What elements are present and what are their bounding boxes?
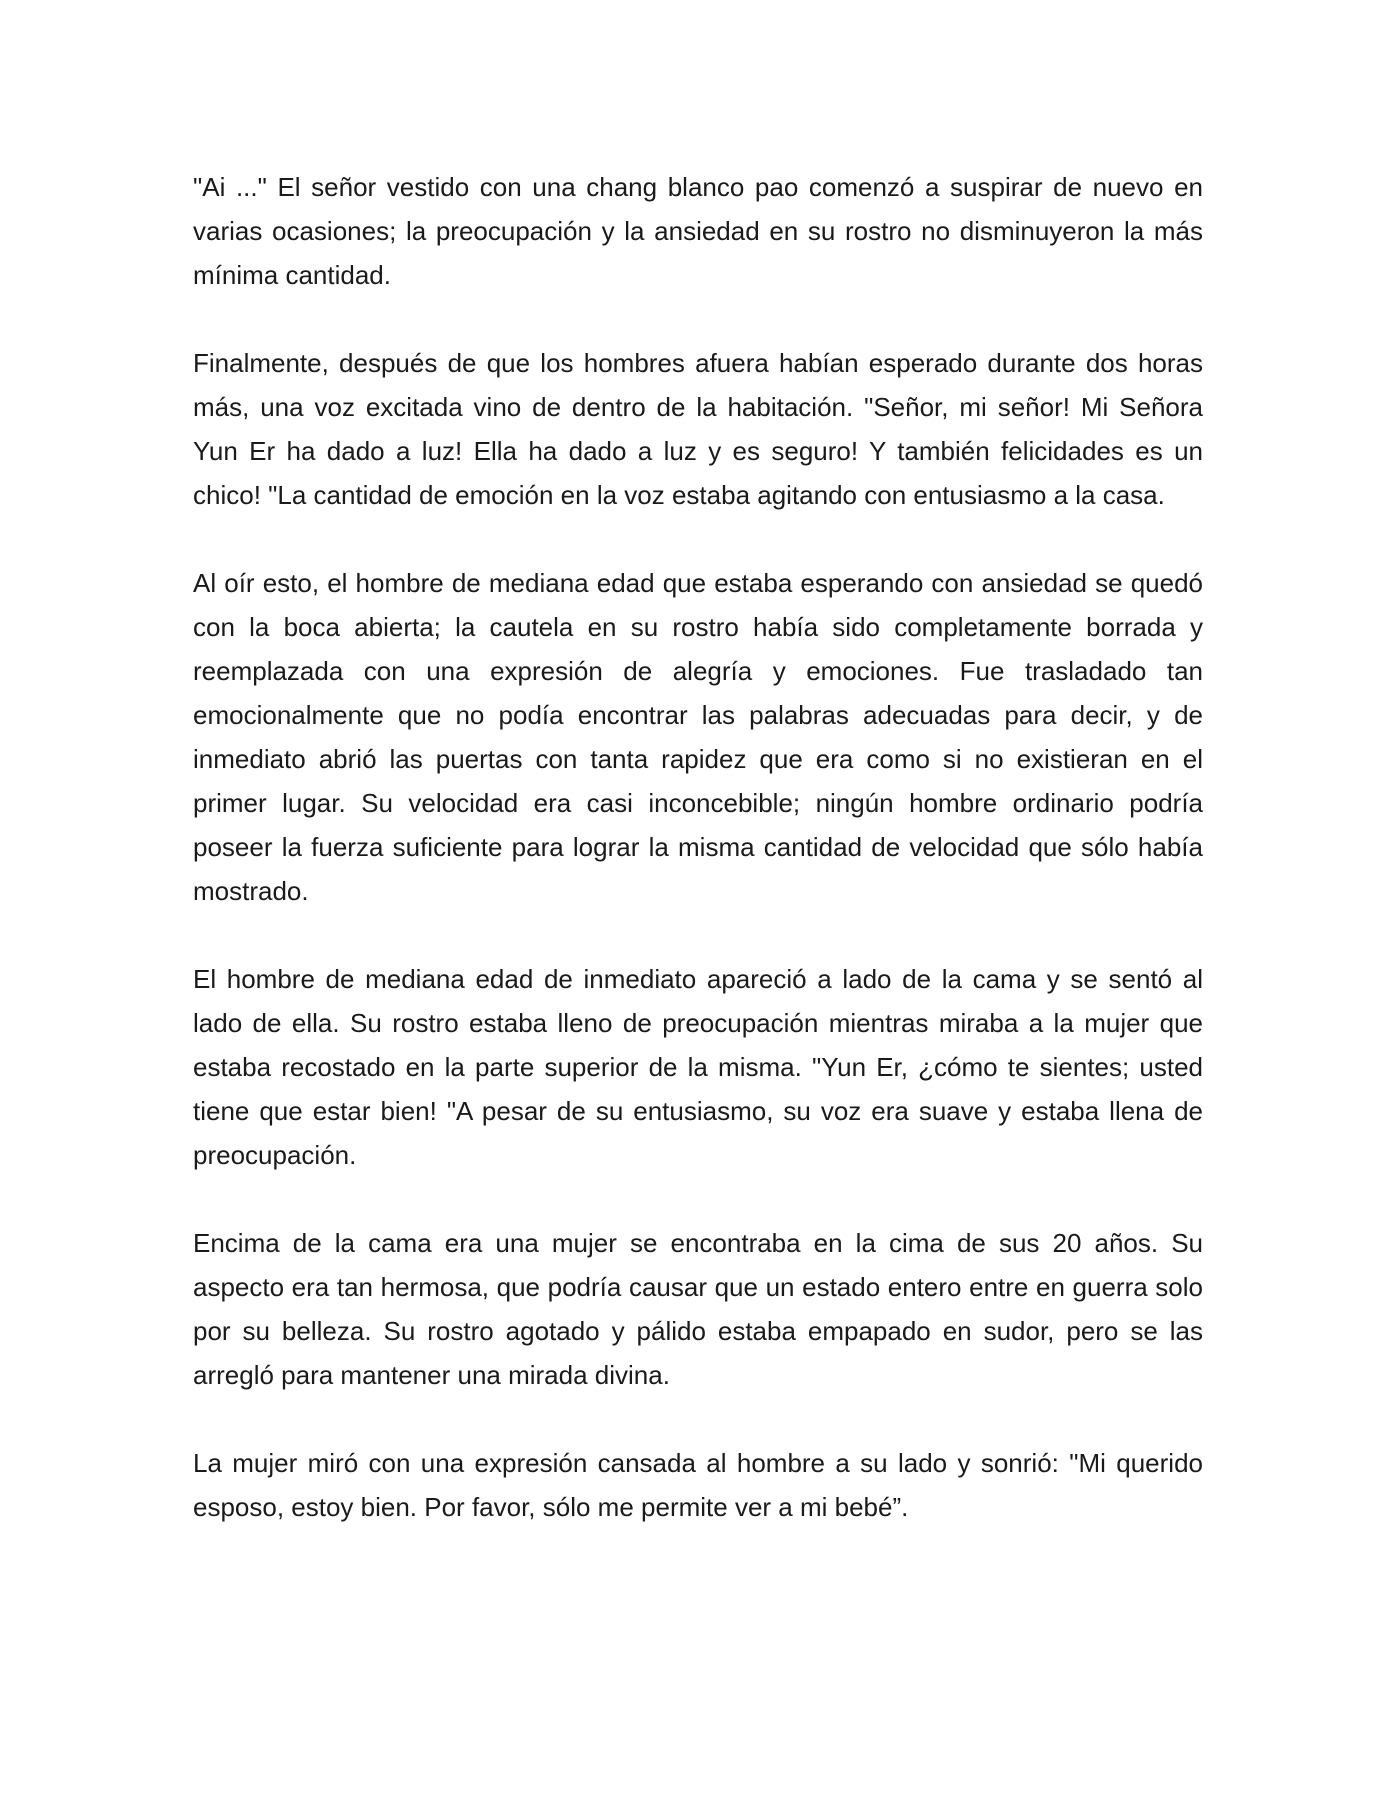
paragraph-6: La mujer miró con una expresión cansada al hombre a su lado y sonrió: "Mi querido esposo, estoy bien. Por favor, sólo me permite ver a mi bebé”. xyxy=(193,1448,1203,1522)
paragraph-3: Al oír esto, el hombre de mediana edad que estaba esperando con ansiedad se quedó con la boca abierta; la cautela en su rostro había sido completamente borrada y reemplazada con una expresión de alegría y emociones. Fue trasladado tan emocionalmente que no podía encontrar las palabras adecuadas para decir, y de inmediato abrió las puertas con tanta rapidez que era como si no existieran en el primer lugar. Su velocidad era casi inconcebible; ningún hombre ordinario podría poseer la fuerza suficiente para lograr la misma cantidad de velocidad que sólo había mostrado. xyxy=(193,568,1203,906)
paragraph-1: "Ai ..." El señor vestido con una chang blanco pao comenzó a suspirar de nuevo en varias ocasiones; la preocupación y la ansiedad en su rostro no disminuyeron la más mínima cantidad. xyxy=(193,172,1203,290)
document-body xyxy=(193,165,1203,1529)
paragraph-2: Finalmente, después de que los hombres afuera habían esperado durante dos horas más, una voz excitada vino de dentro de la habitación. "Señor, mi señor! Mi Señora Yun Er ha dado a luz! Ella ha dado a luz y es seguro! Y también felicidades es un chico! "La cantidad de emoción en la voz estaba agitando con entusiasmo a la casa. xyxy=(193,348,1203,510)
paragraph-5: Encima de la cama era una mujer se encontraba en la cima de sus 20 años. Su aspecto era tan hermosa, que podría causar que un estado entero entre en guerra solo por su belleza. Su rostro agotado y pálido estaba empapado en sudor, pero se las arregló para mantener una mirada divina. xyxy=(193,1228,1203,1390)
paragraph-4: El hombre de mediana edad de inmediato apareció a lado de la cama y se sentó al lado de ella. Su rostro estaba lleno de preocupación mientras miraba a la mujer que estaba recostado en la parte superior de la misma. "Yun Er, ¿cómo te sientes; usted tiene que estar bien! "A pesar de su entusiasmo, su voz era suave y estaba llena de preocupación. xyxy=(193,964,1203,1170)
